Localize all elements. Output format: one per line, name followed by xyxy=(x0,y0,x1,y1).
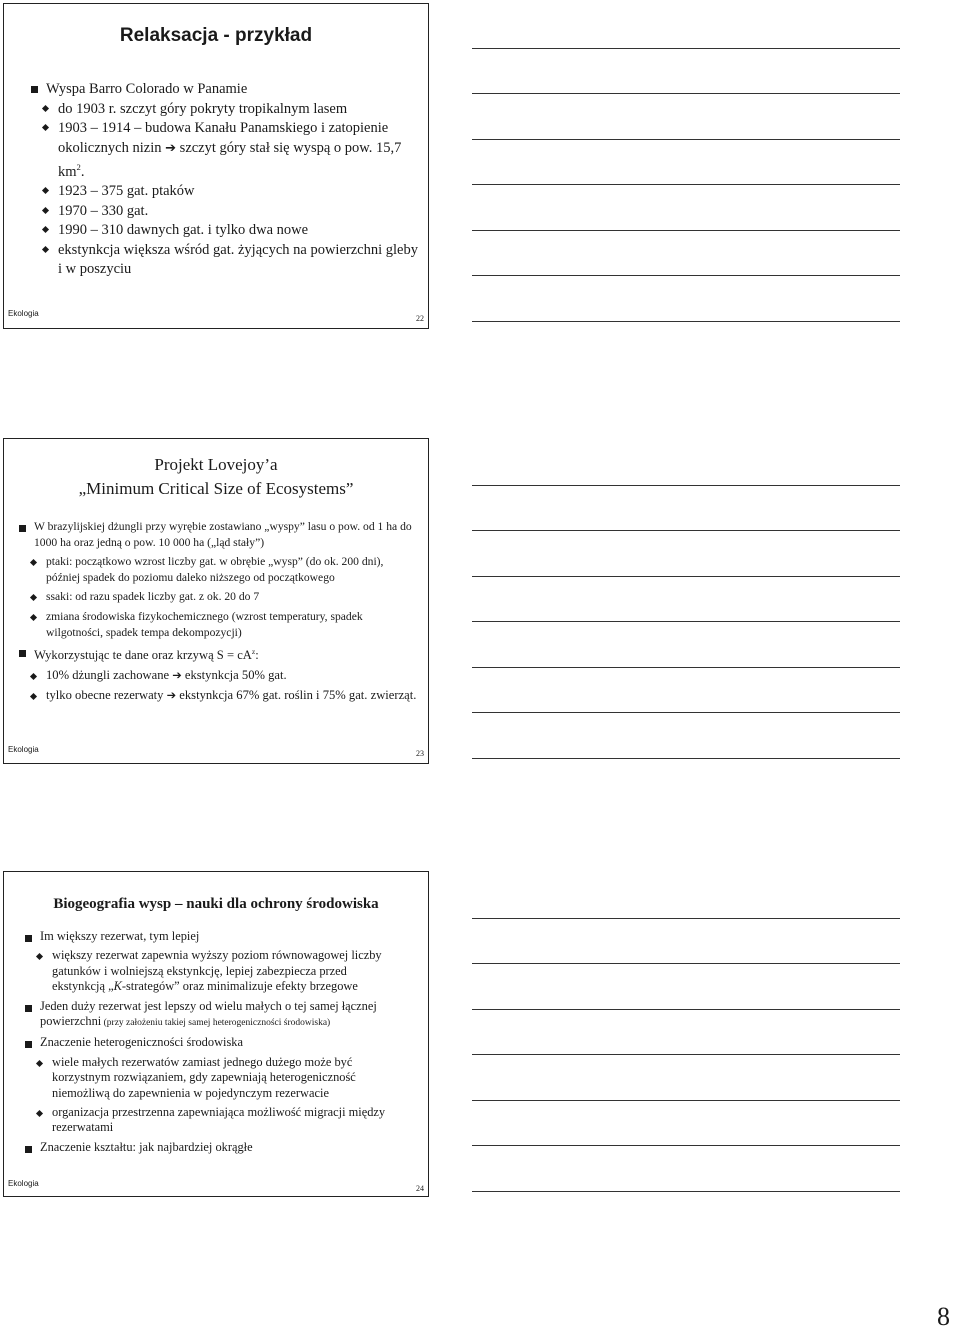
list-item xyxy=(32,1105,418,1136)
list-item xyxy=(38,182,424,202)
note-line xyxy=(472,184,900,185)
note-line xyxy=(472,1009,900,1010)
note-line xyxy=(472,758,900,759)
list-item-text: : xyxy=(255,648,259,663)
note-line xyxy=(472,918,900,919)
list-item xyxy=(12,644,420,664)
list-item-text: Znaczenie kształtu: jak najbardziej okrągłe xyxy=(40,1139,253,1154)
page-number: 8 xyxy=(937,1302,950,1331)
slide-title-line: „Minimum Critical Size of Ecosystems” xyxy=(78,479,354,498)
list-item xyxy=(18,1035,418,1050)
list-item xyxy=(38,241,424,280)
list-item xyxy=(26,668,420,684)
list-item-text: Wyspa Barro Colorado w Panamie xyxy=(46,81,248,97)
list-item-text: Znaczenie heterogeniczności środowiska xyxy=(40,1035,243,1050)
list-item-text: 10% dżungli zachowane xyxy=(46,667,173,682)
list-item xyxy=(26,609,420,640)
slide-number: 24 xyxy=(416,1184,424,1193)
list-item-text: ekstynkcja większa wśród gat. żyjących na powierzchni gleby i w poszyciu xyxy=(58,241,418,278)
list-item-text: -strategów” oraz minimalizuje efekty brzegowe xyxy=(121,979,358,994)
list-item xyxy=(18,929,418,944)
note-line xyxy=(472,712,900,713)
note-line xyxy=(472,485,900,486)
list-item xyxy=(38,202,424,222)
superscript: 2 xyxy=(76,162,81,172)
list-item-text: K xyxy=(113,979,122,994)
note-line xyxy=(472,1054,900,1055)
list-item-text: większy rezerwat zapewnia wyższy poziom równowagowej liczby gatunków i wolniejszą ekstynkcję, lepiej zabezpiecza przed ekstynkcją „ xyxy=(52,948,382,994)
slide-number: 22 xyxy=(416,314,424,323)
list-item-text: ekstynkcja 67% gat. roślin i 75% gat. zwierząt. xyxy=(176,687,417,702)
list-item-text: Im większy rezerwat, tym lepiej xyxy=(40,929,200,943)
slide-24 xyxy=(3,871,429,1197)
list-item-note: (przy założeniu takiej samej heterogeniczności środowiska) xyxy=(101,1018,331,1029)
slide-number: 23 xyxy=(416,749,424,758)
bullet-list xyxy=(24,80,424,280)
list-item xyxy=(38,100,424,120)
list-item xyxy=(32,948,418,994)
list-item-text: . xyxy=(80,163,85,180)
list-item xyxy=(18,1140,418,1155)
list-item-text: ekstynkcja 50% gat. xyxy=(181,667,287,682)
footer-label: Ekologia xyxy=(8,309,39,318)
bullet-list xyxy=(18,929,418,1155)
list-item xyxy=(32,1055,418,1101)
list-item xyxy=(26,688,420,704)
list-item-text: Wykorzystując te dane oraz krzywą S = cA xyxy=(34,648,252,663)
list-item xyxy=(38,119,424,182)
list-item xyxy=(26,589,420,605)
slide-22 xyxy=(3,3,429,329)
note-line xyxy=(472,576,900,577)
slide-title xyxy=(4,453,428,501)
note-line xyxy=(472,1145,900,1146)
arrow-right-icon: ➔ xyxy=(172,667,182,682)
arrow-right-icon: ➔ xyxy=(165,140,177,156)
list-item-text: Jeden duży rezerwat jest lepszy od wielu małych o tej samej łącznej powierzchni xyxy=(40,998,377,1029)
arrow-right-icon: ➔ xyxy=(166,687,177,702)
list-item xyxy=(38,221,424,241)
list-item-text: W brazylijskiej dżungli przy wyrębie zostawiano „wyspy” lasu o pow. od 1 ha do 1000 ha oraz jedną o pow. 10 000 ha („ląd stały”) xyxy=(34,520,412,549)
list-item-text: 1903 – 1914 – budowa Kanału Panamskiego i zatopienie okolicznych nizin xyxy=(58,120,389,156)
list-item-text: szczyt góry stał się wyspą o pow. 15,7 km xyxy=(58,139,402,180)
bullet-list xyxy=(12,519,420,703)
note-line xyxy=(472,93,900,94)
list-item xyxy=(12,519,420,550)
footer-label: Ekologia xyxy=(8,745,39,754)
list-item xyxy=(18,999,418,1032)
list-item xyxy=(24,80,424,100)
list-item-text: 1970 – 330 gat. xyxy=(58,202,149,219)
note-line xyxy=(472,1191,900,1192)
note-line xyxy=(472,621,900,622)
footer-label: Ekologia xyxy=(8,1179,39,1188)
note-line xyxy=(472,230,900,231)
list-item-text: ptaki: początkowo wzrost liczby gat. w obrębie „wysp” (do ok. 200 dni), później spadek do poziomu daleko niższego od początkowego xyxy=(46,555,384,584)
slide-23 xyxy=(3,438,429,764)
list-item-text: wiele małych rezerwatów zamiast jednego dużego może być korzystnym rozwiązaniem, gdy zapewniają heterogeniczność niemożliwą do zapewnienia w pojedynczym rezerwacie xyxy=(52,1054,356,1100)
slide-title-line: Projekt Lovejoy’a xyxy=(154,455,278,474)
note-line xyxy=(472,530,900,531)
list-item-text: 1990 – 310 dawnych gat. i tylko dwa nowe xyxy=(58,222,309,239)
note-line xyxy=(472,139,900,140)
superscript: z xyxy=(251,647,256,657)
list-item-text: ssaki: od razu spadek liczby gat. z ok. 20 do 7 xyxy=(46,590,260,604)
list-item-text: tylko obecne rezerwaty xyxy=(46,687,167,702)
note-line xyxy=(472,667,900,668)
list-item-text: zmiana środowiska fizykochemicznego (wzrost temperatury, spadek wilgotności, spadek tempa dekompozycji) xyxy=(46,609,363,639)
list-item-text: organizacja przestrzenna zapewniająca możliwość migracji między rezerwatami xyxy=(52,1105,386,1135)
note-line xyxy=(472,963,900,964)
list-item-text: 1923 – 375 gat. ptaków xyxy=(58,183,195,200)
note-line xyxy=(472,321,900,322)
note-line xyxy=(472,48,900,49)
list-item-text: do 1903 r. szczyt góry pokryty tropikalnym lasem xyxy=(58,100,348,117)
slide-title: Biogeografia wysp – nauki dla ochrony środowiska xyxy=(53,896,379,912)
list-item xyxy=(26,554,420,585)
note-line xyxy=(472,275,900,276)
slide-title: Relaksacja - przykład xyxy=(119,25,313,46)
note-line xyxy=(472,1100,900,1101)
